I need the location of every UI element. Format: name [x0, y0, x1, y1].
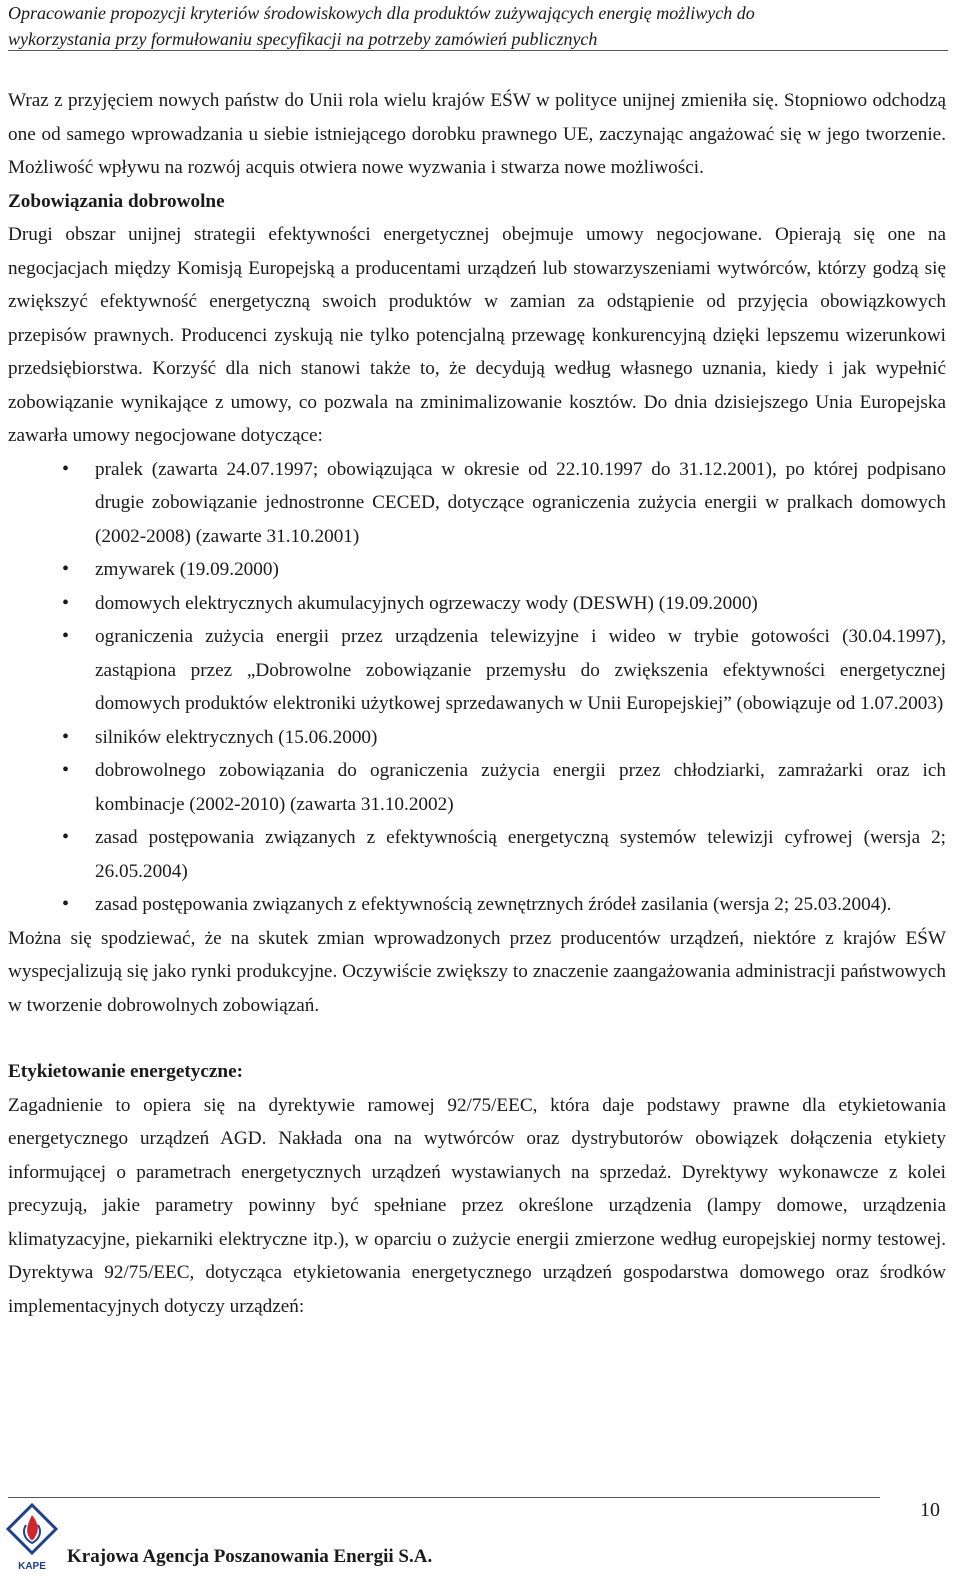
bullet-icon: •	[62, 893, 70, 915]
list-item: • ograniczenia zużycia energii przez urządzenia telewizyjne i wideo w trybie gotowości (30.04.1997), zastąpiona przez „Dobrowolne zobowiązanie przemysłu do zwiększenia efektywności energetycznej domowych produktów elektroniki użytkowej sprzedawanych w Unii Europejskiej” (obowiązuje od 1.07.2003)	[8, 620, 946, 721]
list-item: • domowych elektrycznych akumulacyjnych ogrzewaczy wody (DESWH) (19.09.2000)	[8, 587, 946, 621]
bullet-icon: •	[62, 625, 70, 647]
paragraph-labelling-directive: Zagadnienie to opiera się na dyrektywie ramowej 92/75/EEC, która daje podstawy prawne dla etykietowania energetycznego urządzeń AGD. Nakłada ona na wytwórców oraz dystrybutorów obowiązek dołączenia etykiety informującej o parametrach energetycznych urządzeń wystawianych na sprzedaż. Dyrektywy wykonawcze z kolei precyzują, jakie parametry powinny być spełniane przez określone urządzenia (lampy domowe, urządzenia klimatyzacyjne, piekarniki elektryczne itp.), w oparciu o zużycie energii zmierzone według europejskiej normy testowej. Dyrektywa 92/75/EEC, dotycząca etykietowania energetycznego urządzeń gospodarstwa domowego oraz środków implementacyjnych dotyczy urządzeń:	[8, 1094, 946, 1317]
bullet-icon: •	[62, 558, 70, 580]
header-divider	[8, 50, 948, 51]
bullet-icon: •	[62, 759, 70, 781]
header-line-2: wykorzystania przy formułowaniu specyfikacji na potrzeby zamówień publicznych	[8, 29, 598, 49]
document-body	[8, 84, 946, 1323]
footer-organization: Krajowa Agencja Poszanowania Energii S.A.	[67, 1546, 433, 1567]
paragraph-expectations: Można się spodziewać, że na skutek zmian wprowadzonych przez producentów urządzeń, niektóre z krajów EŚW wyspecjalizują się jako rynki produkcyjne. Oczywiście zwiększy to znaczenie zaangażowania administracji państwowych w tworzenie dobrowolnych zobowiązań.	[8, 927, 946, 1016]
paragraph-intro: Wraz z przyjęciem nowych państw do Unii rola wielu krajów EŚW w polityce unijnej zmieniła się. Stopniowo odchodzą one od samego wprowadzania u siebie istniejącego dorobku prawnego UE, zaczynając angażować się w jego tworzenie. Możliwość wpływu na rozwój acquis otwiera nowe wyzwania i stwarza nowe możliwości.	[8, 90, 946, 178]
logo-wordmark: KAPE	[18, 1561, 46, 1572]
list-item: • zasad postępowania związanych z efektywnością zewnętrznych źródeł zasilania (wersja 2; 25.03.2004).	[8, 888, 946, 922]
heading-energy-labelling: Etykietowanie energetyczne:	[8, 1061, 243, 1082]
kape-logo-icon	[4, 1501, 60, 1577]
heading-voluntary-commitments: Zobowiązania dobrowolne	[8, 190, 225, 212]
paragraph-negotiated-agreements: Drugi obszar unijnej strategii efektywności energetycznej obejmuje umowy negocjowane. Opierają się one na negocjacjach między Komisją Europejską a producentami urządzeń lub stowarzyszeniami wytwórców, którzy godzą się zwiększyć efektywność energetyczną swoich produktów w zamian za odstąpienie od przyjęcia obowiązkowych przepisów prawnych. Producenci zyskują nie tylko potencjalną przewagę konkurencyjną dzięki lepszemu wizerunkowi przedsiębiorstwa. Korzyść dla nich stanowi także to, że decydują według własnego uznania, kiedy i jak wypełnić zobowiązanie wynikające z umowy, co pozwala na zminimalizowanie kosztów. Do dnia dzisiejszego Unia Europejska zawarła umowy negocjowane dotyczące:	[8, 224, 946, 446]
page-header	[8, 0, 953, 52]
list-item: • dobrowolnego zobowiązania do ograniczenia zużycia energii przez chłodziarki, zamrażarki oraz ich kombinacje (2002-2010) (zawarta 31.10.2002)	[8, 754, 946, 821]
list-item: • silników elektrycznych (15.06.2000)	[8, 721, 946, 755]
spacer	[8, 1022, 946, 1055]
bullet-icon: •	[62, 826, 70, 848]
list-item: • zasad postępowania związanych z efektywnością energetyczną systemów telewizji cyfrowej (wersja 2; 26.05.2004)	[8, 821, 946, 888]
bullet-icon: •	[62, 725, 70, 748]
agreements-list	[8, 453, 946, 922]
footer-divider	[8, 1497, 880, 1498]
page-number: 10	[920, 1499, 940, 1521]
header-line-1: Opracowanie propozycji kryteriów środowiskowych dla produktów zużywających energię możliwych do	[8, 3, 755, 23]
list-item: • zmywarek (19.09.2000)	[8, 553, 946, 587]
bullet-icon: •	[62, 457, 70, 480]
bullet-icon: •	[62, 591, 70, 614]
list-item: • pralek (zawarta 24.07.1997; obowiązująca w okresie od 22.10.1997 do 31.12.2001), po której podpisano drugie zobowiązanie jednostronne CECED, dotyczące ograniczenia zużycia energii w pralkach domowych (2002-2008) (zawarte 31.10.2001)	[8, 453, 946, 554]
